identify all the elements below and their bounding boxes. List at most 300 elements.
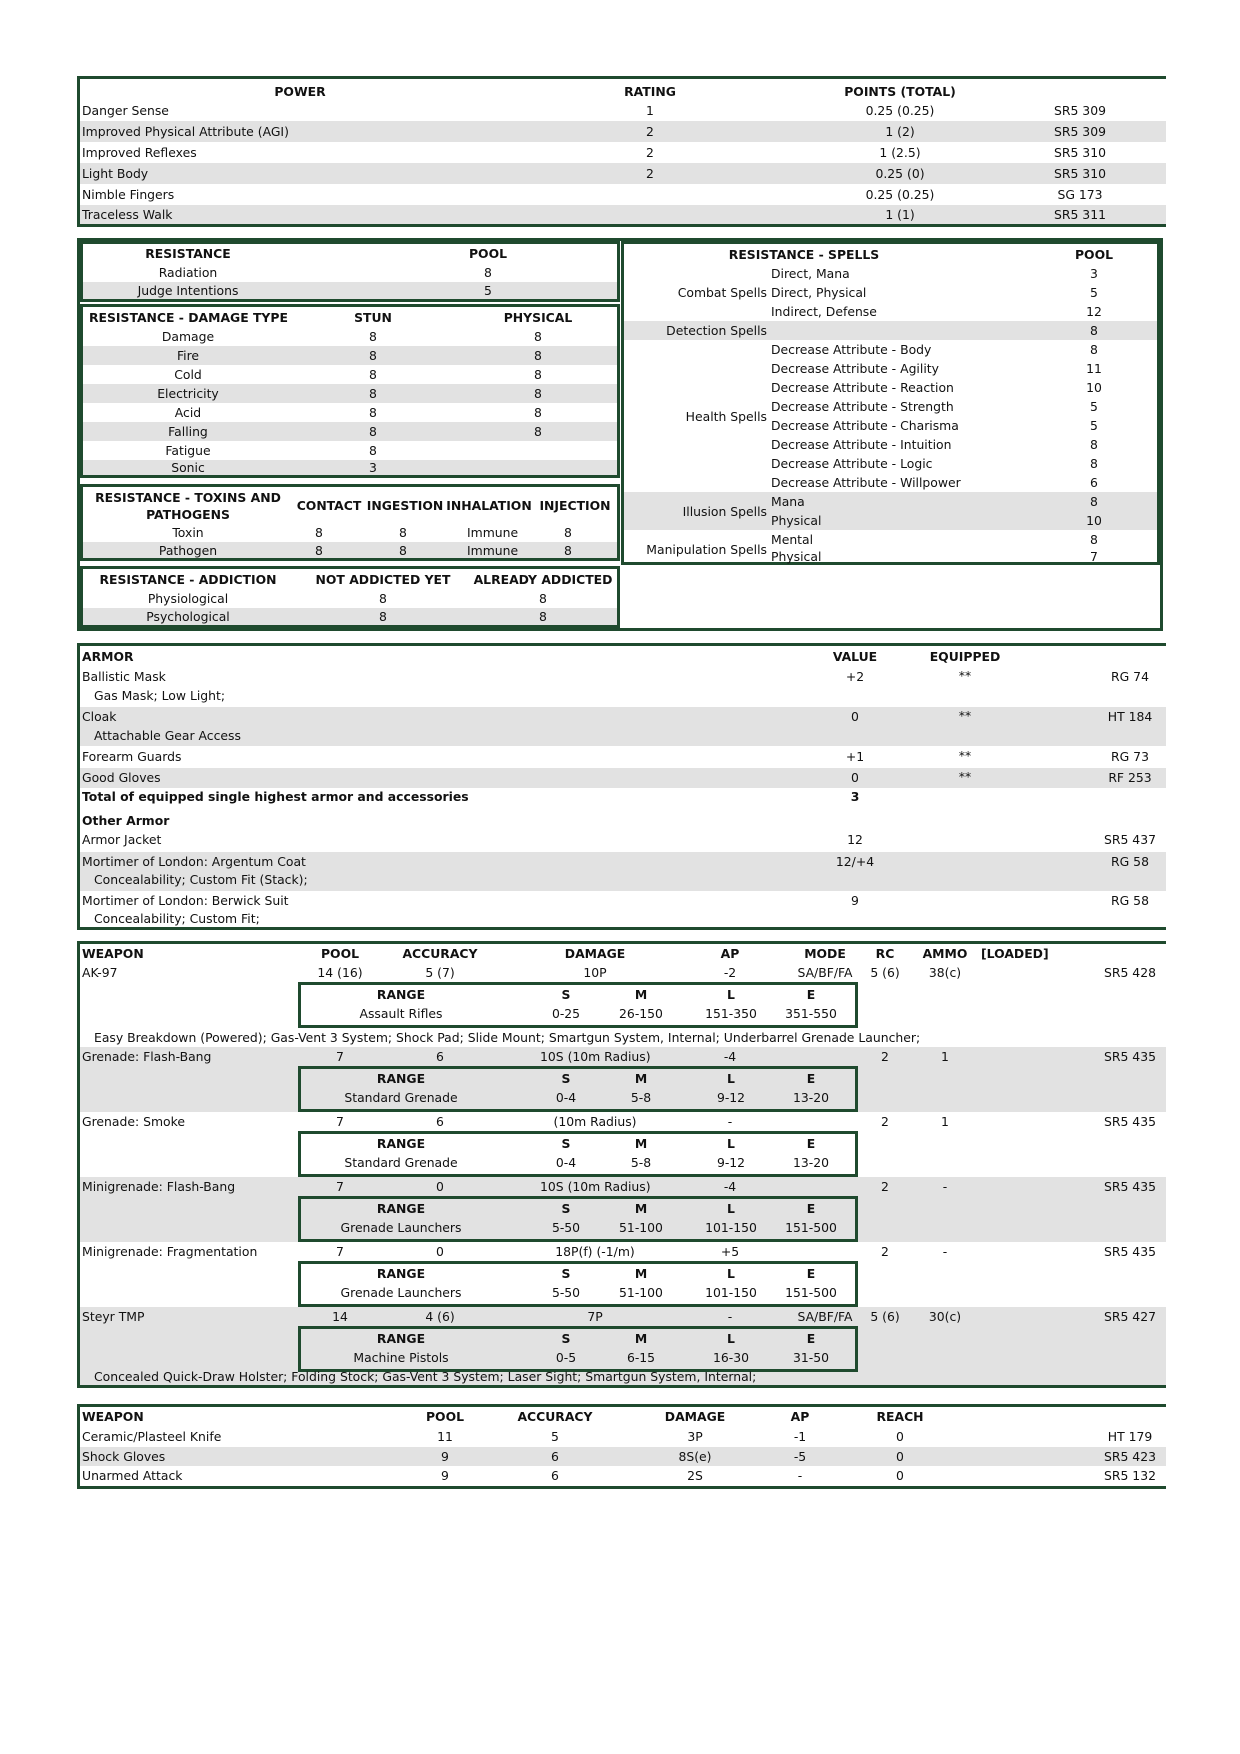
col-injection: INJECTION xyxy=(539,498,611,513)
damage-type-row xyxy=(83,384,617,403)
addicted-value: 8 xyxy=(539,609,547,624)
range-label: RANGE xyxy=(376,987,426,1002)
melee-pool: 9 xyxy=(441,1468,449,1483)
col-equipped: EQUIPPED xyxy=(929,649,1001,664)
col-spell-pool: POOL xyxy=(1074,247,1114,262)
other-armor-row xyxy=(80,891,1166,927)
range-m: 5-8 xyxy=(630,1155,652,1170)
weapon-accuracy: 0 xyxy=(436,1244,444,1259)
weapon-damage: 10S (10m Radius) xyxy=(540,1179,651,1194)
weapon-rc: 5 (6) xyxy=(870,965,900,980)
stun-value: 8 xyxy=(369,424,377,439)
damage-type-name: Fire xyxy=(176,348,200,363)
armor-equipped: ** xyxy=(958,668,972,683)
power-row xyxy=(80,163,1166,184)
inhalation-value: Immune xyxy=(467,543,519,558)
power-name: Improved Reflexes xyxy=(82,145,197,160)
damage-type-row xyxy=(83,346,617,365)
spell-row xyxy=(624,549,1157,563)
weapon-stats xyxy=(80,1307,1166,1326)
armor-mods: Attachable Gear Access xyxy=(94,728,241,743)
weapon-name: AK-97 xyxy=(82,965,118,980)
weapon-source: SR5 435 xyxy=(1104,1179,1156,1194)
range-m: 6-15 xyxy=(626,1350,656,1365)
melee-reach: 0 xyxy=(896,1429,904,1444)
melee-pool: 11 xyxy=(437,1429,453,1444)
spell-pool: 5 xyxy=(1090,285,1098,300)
armor-mods: Concealability; Custom Fit; xyxy=(94,911,260,926)
melee-accuracy: 6 xyxy=(551,1468,559,1483)
physical-value: 8 xyxy=(534,386,542,401)
power-points: 1 (2.5) xyxy=(879,145,921,160)
resistance-row xyxy=(83,282,617,299)
melee-row xyxy=(80,1447,1166,1466)
weapon-row-ak97 xyxy=(80,963,1166,1047)
range-box xyxy=(298,1131,858,1177)
spell-row xyxy=(624,454,1157,473)
melee-damage: 8S(e) xyxy=(678,1449,712,1464)
range-l: 9-12 xyxy=(716,1090,746,1105)
spell-sub: Physical xyxy=(771,513,822,528)
damage-type-table xyxy=(80,304,620,478)
range-m: 26-150 xyxy=(619,1006,663,1021)
spell-pool: 8 xyxy=(1090,323,1098,338)
armor-mods: Concealability; Custom Fit (Stack); xyxy=(94,872,308,887)
range-m-label: M xyxy=(634,1071,648,1086)
col-not-addicted: NOT ADDICTED YET xyxy=(315,572,451,587)
toxin-name: Pathogen xyxy=(158,543,218,558)
range-l-label: L xyxy=(727,987,735,1002)
col-contact: CONTACT xyxy=(296,498,362,513)
physical-value: 8 xyxy=(534,329,542,344)
spell-pool: 12 xyxy=(1086,304,1102,319)
range-m: 51-100 xyxy=(619,1220,663,1235)
spell-group-manipulation: Manipulation Spells xyxy=(646,542,767,557)
range-box xyxy=(298,1066,858,1112)
spell-pool: 11 xyxy=(1086,361,1102,376)
injection-value: 8 xyxy=(564,525,572,540)
power-points: 1 (2) xyxy=(885,124,915,139)
weapon-stats xyxy=(80,1177,1166,1196)
melee-row xyxy=(80,1427,1166,1447)
col-damage-type: RESISTANCE - DAMAGE TYPE xyxy=(89,310,288,325)
col-rc: RC xyxy=(875,946,895,961)
spell-pool: 5 xyxy=(1090,399,1098,414)
weapon-rc: 2 xyxy=(881,1049,889,1064)
range-e-label: E xyxy=(806,1331,816,1346)
armor-row xyxy=(80,667,1166,707)
range-type: Assault Rifles xyxy=(359,1006,443,1021)
stun-value: 8 xyxy=(369,348,377,363)
armor-source: HT 184 xyxy=(1107,709,1153,724)
stun-value: 3 xyxy=(369,460,377,475)
armor-value: 12/+4 xyxy=(835,854,875,869)
other-armor-row xyxy=(80,831,1166,852)
addiction-name: Psychological xyxy=(146,609,230,624)
spell-group-combat: Combat Spells xyxy=(677,285,767,300)
col-addiction: RESISTANCE - ADDICTION xyxy=(99,572,277,587)
weapon-name: Minigrenade: Fragmentation xyxy=(82,1244,258,1259)
spell-group-health: Health Spells xyxy=(685,409,767,424)
inhalation-value: Immune xyxy=(467,525,519,540)
armor-name: Mortimer of London: Berwick Suit xyxy=(82,893,289,908)
melee-name: Unarmed Attack xyxy=(82,1468,183,1483)
ingestion-value: 8 xyxy=(399,525,407,540)
spell-group-detection: Detection Spells xyxy=(666,323,767,338)
range-e: 31-50 xyxy=(792,1350,829,1365)
damage-type-row xyxy=(83,403,617,422)
addiction-name: Physiological xyxy=(147,591,229,606)
other-armor-heading xyxy=(80,809,1166,831)
ranged-header xyxy=(80,944,1166,963)
range-type: Standard Grenade xyxy=(344,1090,458,1105)
contact-value: 8 xyxy=(315,543,323,558)
range-e: 151-500 xyxy=(785,1220,837,1235)
spell-sub: Mana xyxy=(771,494,805,509)
weapon-mode: SA/BF/FA xyxy=(797,1309,853,1324)
col-stun: STUN xyxy=(354,310,392,325)
range-label: RANGE xyxy=(376,1201,426,1216)
power-name: Nimble Fingers xyxy=(82,187,175,202)
range-label: RANGE xyxy=(376,1331,426,1346)
damage-type-row xyxy=(83,327,617,346)
spell-row xyxy=(624,283,1157,302)
spell-pool: 8 xyxy=(1090,532,1098,547)
range-box xyxy=(298,1196,858,1242)
spell-sub: Direct, Physical xyxy=(771,285,867,300)
resistance-header xyxy=(83,244,617,265)
range-m-label: M xyxy=(634,1331,648,1346)
other-armor-row xyxy=(80,852,1166,891)
col-accuracy: ACCURACY xyxy=(402,946,478,961)
weapon-damage: 10S (10m Radius) xyxy=(540,1049,651,1064)
range-e-label: E xyxy=(806,1071,816,1086)
range-l-label: L xyxy=(727,1201,735,1216)
weapon-name: Minigrenade: Flash-Bang xyxy=(82,1179,236,1194)
damage-type-header xyxy=(83,308,617,327)
stun-value: 8 xyxy=(369,405,377,420)
range-label: RANGE xyxy=(376,1266,426,1281)
range-l: 101-150 xyxy=(705,1220,757,1235)
armor-name: Good Gloves xyxy=(82,770,161,785)
col-power: POWER xyxy=(274,84,326,99)
spell-pool: 8 xyxy=(1090,494,1098,509)
range-m: 5-8 xyxy=(630,1090,652,1105)
spells-table xyxy=(621,241,1160,565)
range-l: 101-150 xyxy=(705,1285,757,1300)
weapon-ap: - xyxy=(727,1114,733,1129)
range-l: 151-350 xyxy=(705,1006,757,1021)
armor-header xyxy=(80,647,1166,667)
spell-sub: Decrease Attribute - Agility xyxy=(771,361,939,376)
range-l-label: L xyxy=(727,1071,735,1086)
power-name: Light Body xyxy=(82,166,149,181)
range-box xyxy=(298,1261,858,1307)
spell-pool: 10 xyxy=(1086,380,1102,395)
armor-total-value: 3 xyxy=(850,789,860,804)
weapon-mode: SA/BF/FA xyxy=(797,965,853,980)
powers-header xyxy=(80,81,1166,102)
weapon-source: SR5 435 xyxy=(1104,1244,1156,1259)
armor-name: Armor Jacket xyxy=(82,832,162,847)
melee-header xyxy=(80,1407,1166,1427)
spell-pool: 8 xyxy=(1090,456,1098,471)
power-row xyxy=(80,205,1166,224)
power-row xyxy=(80,184,1166,205)
armor-source: RG 58 xyxy=(1111,893,1149,908)
stun-value: 8 xyxy=(369,367,377,382)
spell-pool: 10 xyxy=(1086,513,1102,528)
armor-source: RG 58 xyxy=(1111,854,1149,869)
range-label: RANGE xyxy=(376,1136,426,1151)
col-pool: POOL xyxy=(320,946,360,961)
range-type: Standard Grenade xyxy=(344,1155,458,1170)
weapon-ammo: - xyxy=(942,1179,948,1194)
weapon-damage: 18P(f) (-1/m) xyxy=(555,1244,635,1259)
col-ammo: AMMO xyxy=(922,946,968,961)
range-e: 13-20 xyxy=(792,1090,829,1105)
range-e: 351-550 xyxy=(785,1006,837,1021)
armor-total-label: Total of equipped single highest armor and accessories xyxy=(82,789,469,804)
melee-accuracy: 5 xyxy=(551,1429,559,1444)
armor-equipped: ** xyxy=(958,708,972,723)
armor-value: +1 xyxy=(845,749,865,764)
armor-total-row xyxy=(80,788,1166,808)
contact-value: 8 xyxy=(315,525,323,540)
power-source: SR5 310 xyxy=(1054,145,1106,160)
spell-sub: Decrease Attribute - Body xyxy=(771,342,932,357)
spell-pool: 3 xyxy=(1090,266,1098,281)
resistance-pool: 5 xyxy=(484,283,492,298)
melee-accuracy: 6 xyxy=(551,1449,559,1464)
range-s: 0-4 xyxy=(555,1155,577,1170)
col-reach: REACH xyxy=(876,1409,924,1424)
power-rating: 2 xyxy=(646,166,654,181)
resistance-name: Judge Intentions xyxy=(137,283,239,298)
range-e-label: E xyxy=(806,1266,816,1281)
addicted-value: 8 xyxy=(539,591,547,606)
range-s-label: S xyxy=(561,987,571,1002)
damage-type-name: Acid xyxy=(174,405,202,420)
col-mode: MODE xyxy=(804,946,846,961)
physical-value: 8 xyxy=(534,367,542,382)
spell-pool: 8 xyxy=(1090,437,1098,452)
power-row xyxy=(80,100,1166,121)
armor-source: RG 73 xyxy=(1111,749,1149,764)
spell-row xyxy=(624,359,1157,378)
spell-sub: Decrease Attribute - Reaction xyxy=(771,380,954,395)
spell-pool: 7 xyxy=(1090,549,1098,564)
range-box xyxy=(298,1326,858,1372)
col-pool: POOL xyxy=(468,246,508,261)
weapon-stats xyxy=(80,1112,1166,1131)
stun-value: 8 xyxy=(369,329,377,344)
col-points: POINTS (TOTAL) xyxy=(844,84,956,99)
spell-row xyxy=(624,264,1157,283)
range-l-label: L xyxy=(727,1136,735,1151)
spell-row xyxy=(624,321,1157,340)
spell-row xyxy=(624,416,1157,435)
spell-pool: 6 xyxy=(1090,475,1098,490)
power-name: Improved Physical Attribute (AGI) xyxy=(82,124,289,139)
spell-row xyxy=(624,302,1157,321)
spell-row xyxy=(624,435,1157,454)
col-damage: DAMAGE xyxy=(664,1409,726,1424)
range-m-label: M xyxy=(634,1136,648,1151)
weapon-ap: -2 xyxy=(723,965,737,980)
resistance-table xyxy=(80,241,620,302)
damage-type-row xyxy=(83,422,617,441)
resistance-pool: 8 xyxy=(484,265,492,280)
spell-row xyxy=(624,378,1157,397)
weapon-row-grenade-smoke xyxy=(80,1112,1166,1177)
range-s-label: S xyxy=(561,1201,571,1216)
range-label: RANGE xyxy=(376,1071,426,1086)
armor-value: +2 xyxy=(845,669,865,684)
weapon-pool: 7 xyxy=(336,1114,344,1129)
melee-name: Shock Gloves xyxy=(82,1449,166,1464)
weapon-ap: - xyxy=(727,1309,733,1324)
range-e-label: E xyxy=(806,987,816,1002)
physical-value: 8 xyxy=(534,405,542,420)
spell-sub: Decrease Attribute - Logic xyxy=(771,456,933,471)
range-box xyxy=(298,982,858,1028)
spells-header xyxy=(624,245,1157,264)
melee-row xyxy=(80,1466,1166,1486)
damage-type-name: Sonic xyxy=(171,460,205,475)
power-rating: 1 xyxy=(646,103,654,118)
not-addicted-value: 8 xyxy=(379,591,387,606)
range-m-label: M xyxy=(634,987,648,1002)
range-l: 9-12 xyxy=(716,1155,746,1170)
physical-value: 8 xyxy=(534,348,542,363)
col-resistance: RESISTANCE xyxy=(145,246,231,261)
range-m-label: M xyxy=(634,1266,648,1281)
armor-name: Cloak xyxy=(82,709,117,724)
col-toxins-line2: PATHOGENS xyxy=(146,507,230,522)
weapon-rc: 2 xyxy=(881,1114,889,1129)
spell-sub: Decrease Attribute - Intuition xyxy=(771,437,952,452)
addiction-header xyxy=(83,570,617,589)
weapon-stats xyxy=(80,963,1166,982)
range-e-label: E xyxy=(806,1136,816,1151)
toxin-name: Toxin xyxy=(172,525,204,540)
col-value: VALUE xyxy=(832,649,878,664)
col-armor: ARMOR xyxy=(82,649,134,664)
weapon-row-grenade-flashbang xyxy=(80,1047,1166,1112)
armor-row xyxy=(80,768,1166,788)
col-loaded: [LOADED] xyxy=(981,946,1049,961)
range-s-label: S xyxy=(561,1136,571,1151)
melee-source: HT 179 xyxy=(1107,1429,1153,1444)
spell-sub: Decrease Attribute - Strength xyxy=(771,399,954,414)
armor-equipped: ** xyxy=(958,769,972,784)
spell-row xyxy=(624,511,1157,530)
col-pool: POOL xyxy=(425,1409,465,1424)
melee-source: SR5 423 xyxy=(1104,1449,1156,1464)
spell-sub: Decrease Attribute - Willpower xyxy=(771,475,961,490)
power-rating: 2 xyxy=(646,145,654,160)
range-s: 5-50 xyxy=(551,1220,581,1235)
melee-reach: 0 xyxy=(896,1468,904,1483)
power-points: 1 (1) xyxy=(885,207,915,222)
col-ap: AP xyxy=(790,1409,810,1424)
armor-value: 0 xyxy=(851,709,859,724)
weapon-damage: 7P xyxy=(587,1309,603,1324)
armor-equipped: ** xyxy=(958,748,972,763)
melee-ap: -5 xyxy=(793,1449,807,1464)
range-type: Grenade Launchers xyxy=(340,1285,462,1300)
ingestion-value: 8 xyxy=(399,543,407,558)
col-weapon: WEAPON xyxy=(82,946,144,961)
power-row xyxy=(80,121,1166,142)
spell-sub: Mental xyxy=(771,532,814,547)
weapon-stats xyxy=(80,1047,1166,1066)
melee-weapons-table xyxy=(77,1404,1166,1489)
weapon-damage: (10m Radius) xyxy=(553,1114,637,1129)
melee-reach: 0 xyxy=(896,1449,904,1464)
weapon-mods: Easy Breakdown (Powered); Gas-Vent 3 System; Shock Pad; Slide Mount; Smartgun System, Internal; Underbarrel Grenade Launcher; xyxy=(94,1030,921,1045)
weapon-pool: 7 xyxy=(336,1179,344,1194)
range-l: 16-30 xyxy=(712,1350,749,1365)
col-ap: AP xyxy=(720,946,740,961)
range-m-label: M xyxy=(634,1201,648,1216)
weapon-pool: 7 xyxy=(336,1049,344,1064)
weapon-pool: 14 xyxy=(332,1309,348,1324)
damage-type-name: Fatigue xyxy=(165,443,211,458)
range-s: 0-25 xyxy=(551,1006,581,1021)
power-name: Traceless Walk xyxy=(82,207,173,222)
weapon-rc: 2 xyxy=(881,1244,889,1259)
power-rating: 2 xyxy=(646,124,654,139)
weapon-ammo: 1 xyxy=(941,1114,949,1129)
weapon-name: Steyr TMP xyxy=(82,1309,145,1324)
power-source: SG 173 xyxy=(1057,187,1103,202)
spell-sub: Indirect, Defense xyxy=(771,304,877,319)
weapon-accuracy: 6 xyxy=(436,1049,444,1064)
weapon-damage: 10P xyxy=(583,965,607,980)
col-weapon: WEAPON xyxy=(82,1409,144,1424)
melee-ap: - xyxy=(797,1468,803,1483)
stun-value: 8 xyxy=(369,443,377,458)
armor-name: Ballistic Mask xyxy=(82,669,166,684)
not-addicted-value: 8 xyxy=(379,609,387,624)
weapon-source: SR5 435 xyxy=(1104,1114,1156,1129)
armor-name: Forearm Guards xyxy=(82,749,182,764)
powers-table xyxy=(77,76,1166,227)
melee-pool: 9 xyxy=(441,1449,449,1464)
resistance-name: Radiation xyxy=(158,265,218,280)
damage-type-row xyxy=(83,365,617,384)
col-physical: PHYSICAL xyxy=(503,310,573,325)
weapon-ammo: 30(c) xyxy=(928,1309,962,1324)
weapon-row-minigrenade-flashbang xyxy=(80,1177,1166,1242)
range-s-label: S xyxy=(561,1331,571,1346)
col-rating: RATING xyxy=(624,84,676,99)
col-damage: DAMAGE xyxy=(564,946,626,961)
power-row xyxy=(80,142,1166,163)
power-points: 0.25 (0.25) xyxy=(865,187,935,202)
col-already-addicted: ALREADY ADDICTED xyxy=(473,572,613,587)
addiction-table xyxy=(80,566,620,628)
addiction-row xyxy=(83,608,617,625)
other-armor-label: Other Armor xyxy=(82,813,170,828)
range-e: 13-20 xyxy=(792,1155,829,1170)
armor-row xyxy=(80,746,1166,768)
armor-table xyxy=(77,643,1166,930)
weapon-ammo: 38(c) xyxy=(928,965,962,980)
damage-type-row xyxy=(83,460,617,475)
